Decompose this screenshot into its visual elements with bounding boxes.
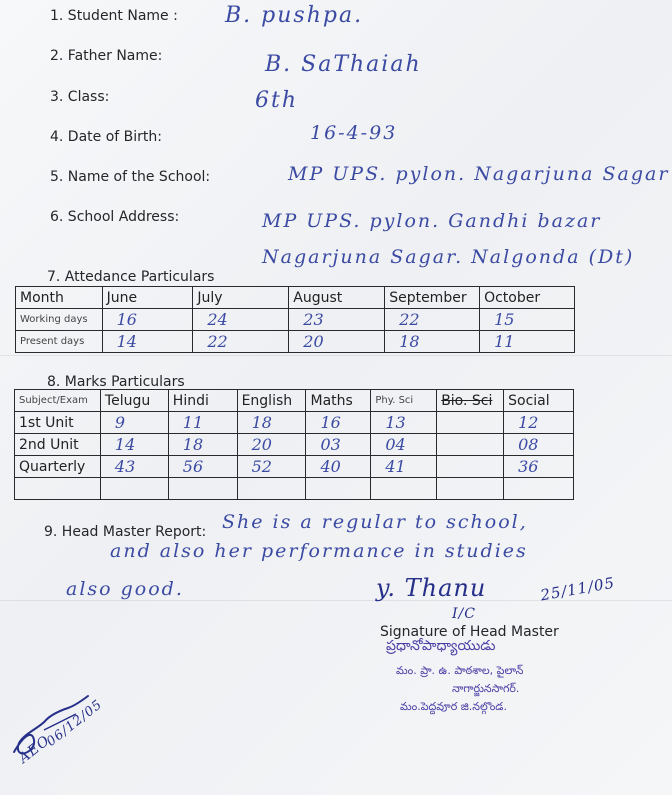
marks-header-row — [15, 390, 574, 412]
month-header: Month — [16, 287, 103, 309]
school-name-label: 5. Name of the School: — [50, 169, 211, 185]
stamp-line3: నాగార్జునసాగర్. — [452, 682, 520, 695]
class-value: 6th — [255, 88, 299, 113]
hm-signature-date: 25/11/05 — [539, 573, 617, 605]
attendance-title: 7. Attedance Particulars — [47, 269, 215, 285]
stamp-line2: మం. ప్రా. ఉ. పాఠశాల, పైలాన్ — [396, 664, 524, 677]
attendance-cell: 11 — [480, 331, 575, 353]
attendance-table — [15, 286, 575, 353]
marks-cell: 14 — [100, 434, 168, 456]
aeo-date: 06/12/05 — [44, 697, 106, 750]
month-july: July — [193, 287, 289, 309]
attendance-cell: 14 — [102, 331, 193, 353]
marks-cell: 18 — [237, 412, 306, 434]
subject-bio-sci: Bio. Sci — [437, 390, 504, 412]
marks-cell: 13 — [371, 412, 437, 434]
marks-cell: 08 — [504, 434, 574, 456]
attendance-cell: 23 — [289, 309, 385, 331]
marks-cell: 18 — [168, 434, 237, 456]
marks-cell — [437, 456, 504, 478]
quarterly-row — [15, 456, 574, 478]
dob-label: 4. Date of Birth: — [50, 129, 162, 145]
marks-cell: 43 — [100, 456, 168, 478]
hm-signature: y. Thanu — [376, 574, 487, 602]
subject-english: English — [237, 390, 306, 412]
school-address-line2: Nagarjuna Sagar. Nalgonda (Dt) — [262, 246, 635, 268]
present-days-row — [16, 331, 575, 353]
marks-cell: 41 — [371, 456, 437, 478]
marks-table — [14, 389, 574, 500]
marks-cell: 12 — [504, 412, 574, 434]
marks-cell: 52 — [237, 456, 306, 478]
quarterly-label: Quarterly — [15, 456, 101, 478]
ic-mark: I/C — [452, 606, 476, 622]
father-name-label: 2. Father Name: — [50, 48, 163, 64]
stamp-line4: మం.పెద్దవూర జి.నల్గొండ. — [400, 700, 507, 713]
stamp-line1: ప్రధానోపాధ్యాయుడు — [386, 638, 496, 654]
father-name-value: B. SaThaiah — [265, 52, 422, 77]
attendance-cell: 20 — [289, 331, 385, 353]
marks-cell: 04 — [371, 434, 437, 456]
dob-value: 16-4-93 — [310, 122, 398, 144]
unit1-row — [15, 412, 574, 434]
month-october: October — [480, 287, 575, 309]
marks-title: 8. Marks Particulars — [47, 374, 185, 390]
school-address-line1: MP UPS. pylon. Gandhi bazar — [262, 210, 602, 232]
working-days-label: Working days — [16, 309, 103, 331]
aeo-signature — [4, 680, 134, 790]
empty-row — [15, 478, 574, 500]
marks-cell: 56 — [168, 456, 237, 478]
marks-cell — [437, 434, 504, 456]
attendance-cell: 15 — [480, 309, 575, 331]
subject-maths: Maths — [306, 390, 371, 412]
class-label: 3. Class: — [50, 89, 110, 105]
attendance-cell: 22 — [193, 331, 289, 353]
school-address-label: 6. School Address: — [50, 209, 180, 225]
subject-telugu: Telugu — [100, 390, 168, 412]
paper-crease — [0, 600, 672, 601]
subject-social: Social — [504, 390, 574, 412]
marks-cell: 03 — [306, 434, 371, 456]
month-september: September — [385, 287, 480, 309]
hm-report-label: 9. Head Master Report: — [44, 524, 207, 540]
subject-hindi: Hindi — [168, 390, 237, 412]
marks-cell: 9 — [100, 412, 168, 434]
attendance-cell: 22 — [385, 309, 480, 331]
marks-cell: 16 — [306, 412, 371, 434]
hm-report-line1: She is a regular to school, — [222, 511, 528, 533]
marks-cell — [437, 412, 504, 434]
subject-exam-header: Subject/Exam — [15, 390, 101, 412]
unit1-label: 1st Unit — [15, 412, 101, 434]
paper-crease — [0, 355, 672, 356]
marks-cell: 40 — [306, 456, 371, 478]
marks-cell: 20 — [237, 434, 306, 456]
unit2-label: 2nd Unit — [15, 434, 101, 456]
attendance-header-row — [16, 287, 575, 309]
hm-report-line2: and also her performance in studies — [110, 540, 528, 562]
marks-cell: 11 — [168, 412, 237, 434]
working-days-row — [16, 309, 575, 331]
unit2-row — [15, 434, 574, 456]
month-june: June — [102, 287, 193, 309]
school-name-value: MP UPS. pylon. Nagarjuna Sagar — [288, 163, 670, 185]
student-name-label: 1. Student Name : — [50, 8, 178, 24]
marks-cell: 36 — [504, 456, 574, 478]
aeo-initials: AEO — [16, 732, 54, 767]
student-name-value: B. pushpa. — [225, 3, 364, 28]
present-days-label: Present days — [16, 331, 103, 353]
subject-phy-sci: Phy. Sci — [371, 390, 437, 412]
attendance-cell: 18 — [385, 331, 480, 353]
attendance-cell: 24 — [193, 309, 289, 331]
hm-report-line3: also good. — [66, 578, 184, 600]
month-august: August — [289, 287, 385, 309]
signature-label: Signature of Head Master — [380, 624, 559, 640]
attendance-cell: 16 — [102, 309, 193, 331]
